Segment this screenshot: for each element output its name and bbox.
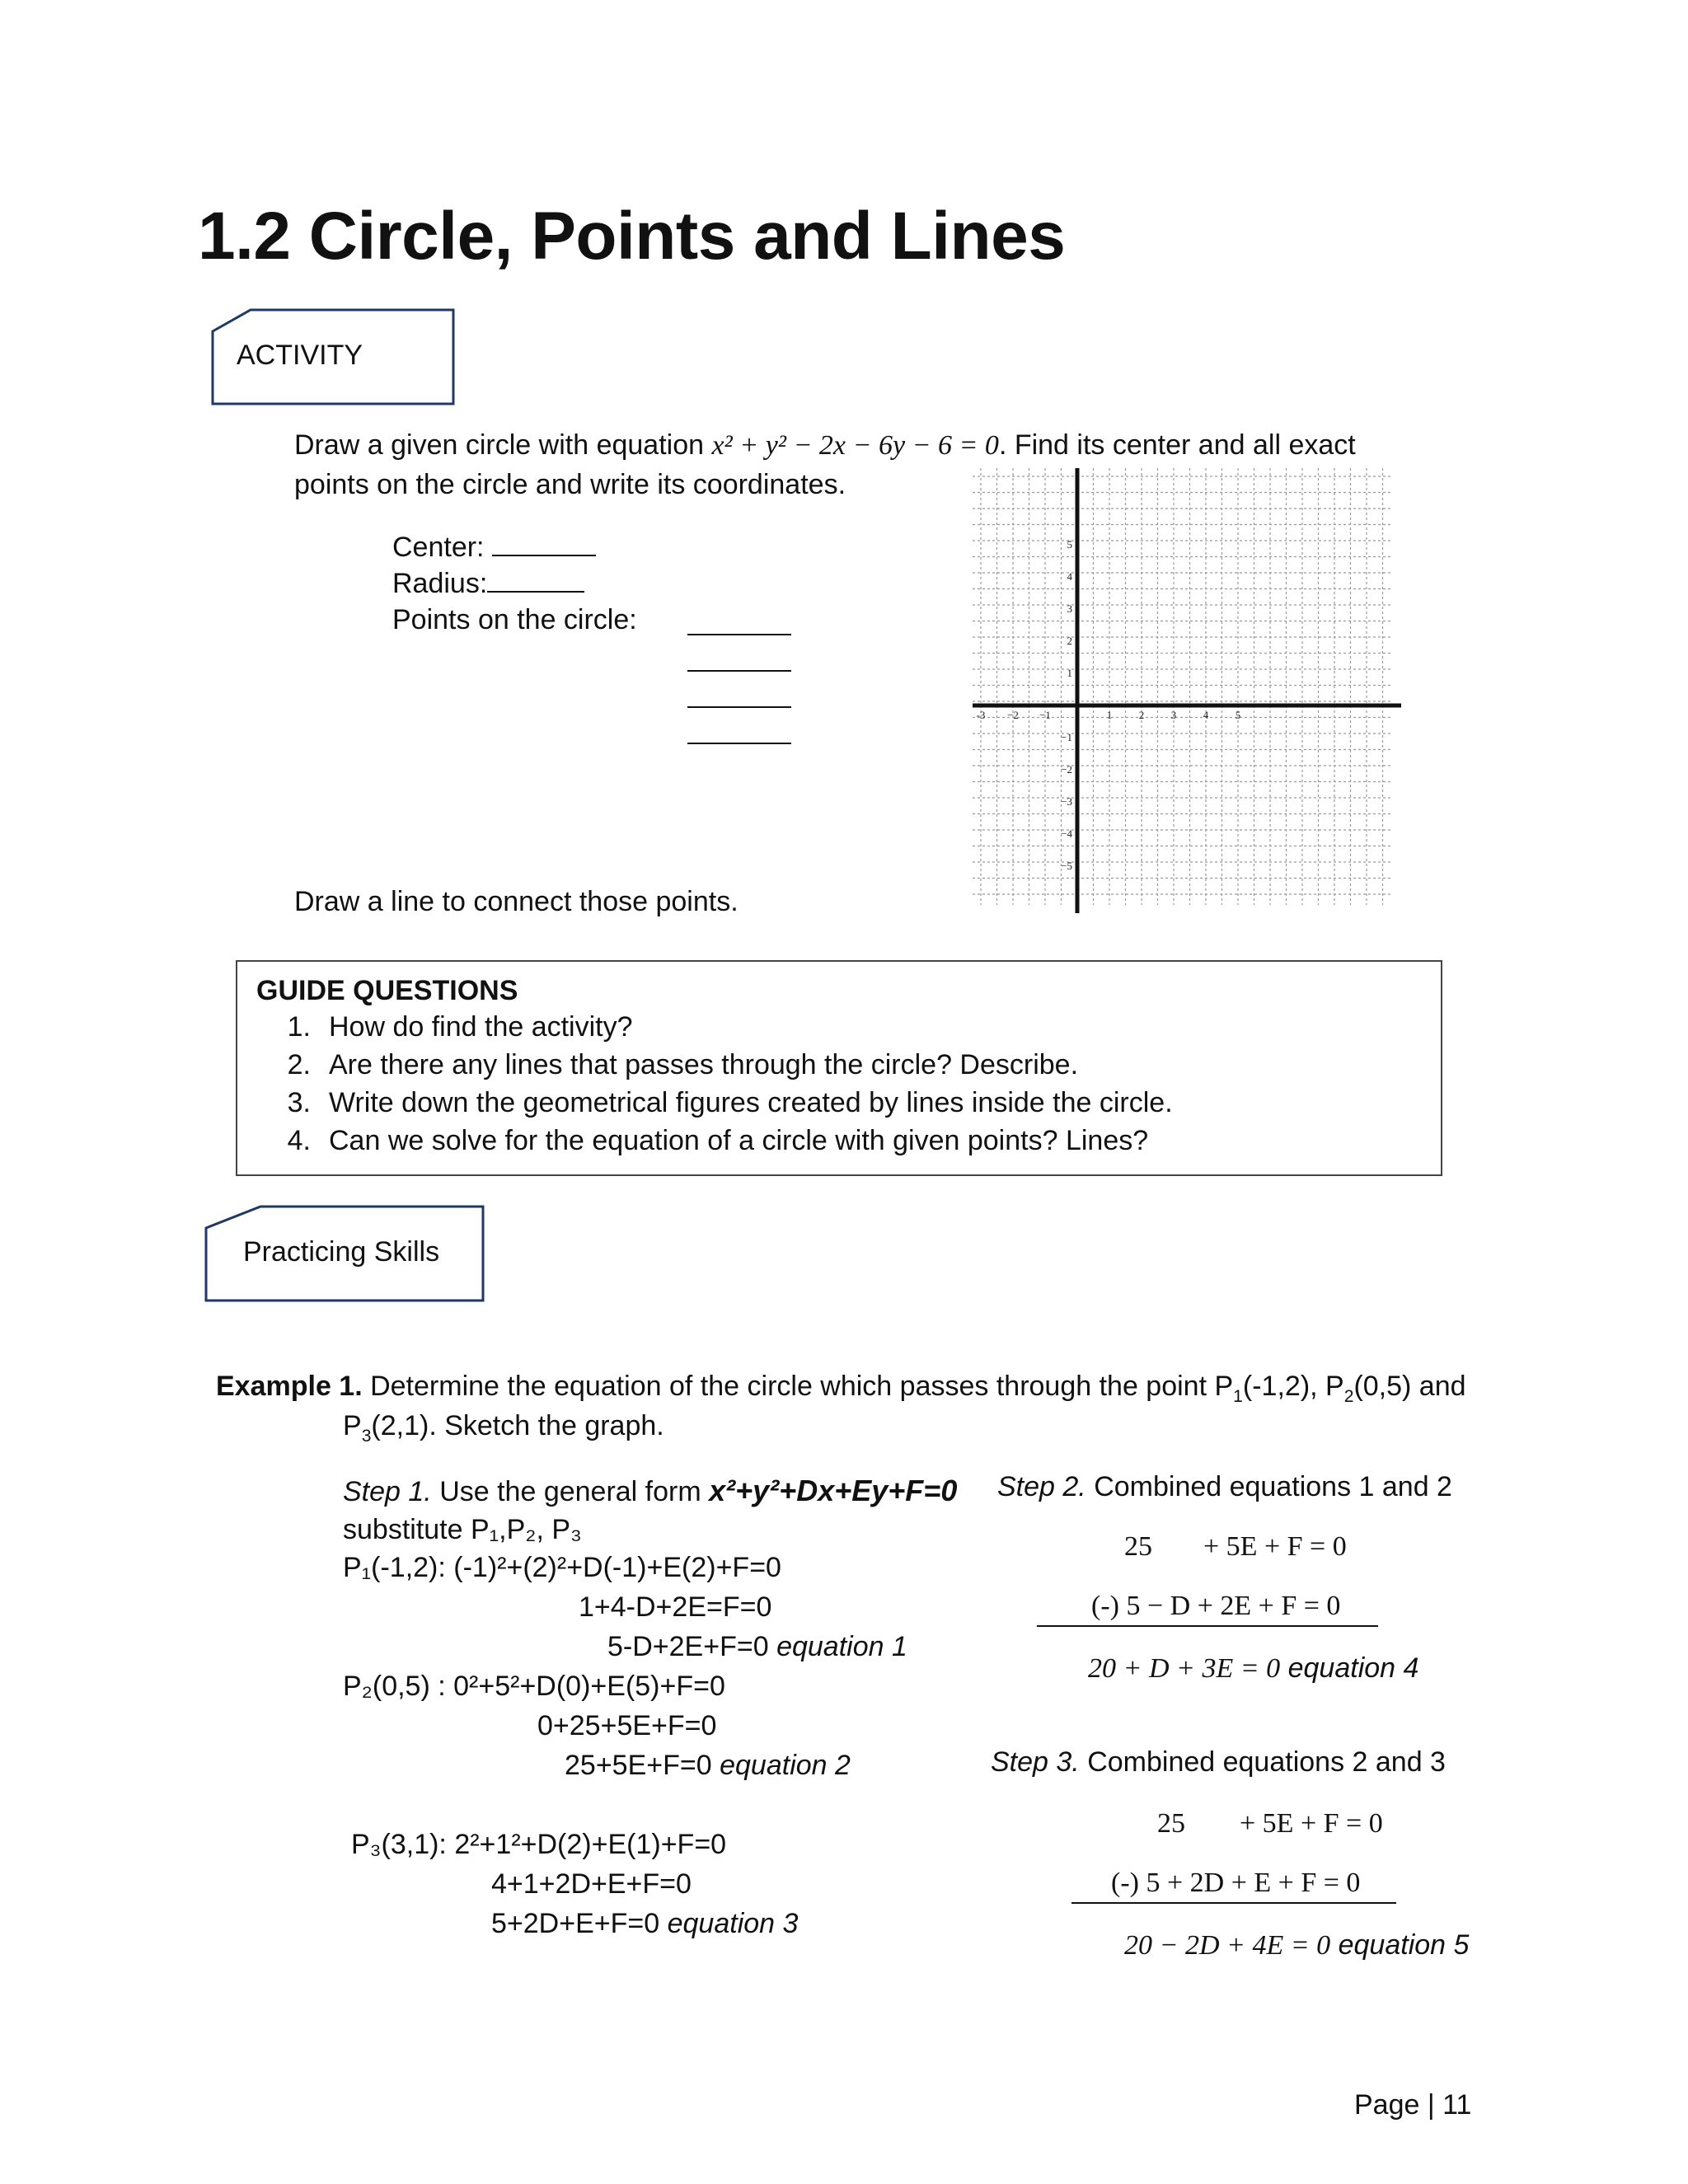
example-label: Example 1. [216, 1371, 363, 1402]
p1-coord: (-1,2), P [1242, 1371, 1344, 1402]
y-tick-label: 1 [1067, 667, 1072, 679]
y-tick-label: −3 [1061, 795, 1072, 808]
guide-questions-title: GUIDE QUESTIONS [256, 975, 518, 1006]
center-row [392, 529, 596, 567]
step3-row2: (-) 5 + 2D + E + F = 0 [1111, 1868, 1361, 1898]
p2-simplify: 0+25+5E+F=0 [537, 1710, 717, 1741]
equation-2-label: equation 2 [720, 1750, 851, 1781]
y-tick-label: −1 [1061, 731, 1072, 743]
p2-coord: (0,5) and [1353, 1371, 1466, 1402]
x-tick-label: 4 [1203, 709, 1209, 721]
equation-3-label: equation 3 [667, 1908, 799, 1939]
question-number: 1. [287, 1011, 311, 1043]
activity-tab-label: ACTIVITY [237, 340, 363, 371]
p1-result [607, 1629, 907, 1666]
x-tick-label: −1 [1039, 709, 1051, 721]
final-instruction: Draw a line to connect those points. [294, 886, 738, 917]
radius-row [392, 565, 584, 603]
step2-subtract-row [1037, 1587, 1378, 1627]
y-tick-label: 4 [1067, 570, 1072, 583]
activity-instruction-line2: points on the circle and write its coordinates. [294, 469, 846, 500]
points-label: Points on the circle: [392, 604, 637, 635]
step1-substitute: substitute P₁,P₂, P₃ [343, 1514, 582, 1545]
center-blank[interactable] [492, 554, 596, 556]
question-text: How do find the activity? [329, 1011, 633, 1043]
p3-subscript: 3 [361, 1426, 372, 1446]
equation-1-label: equation 1 [776, 1631, 907, 1662]
point-blank-4[interactable] [687, 742, 791, 744]
step3-heading [991, 1744, 1446, 1782]
y-tick-label: 2 [1067, 635, 1072, 647]
instruction-text-end: . Find its center and all exact [998, 429, 1356, 461]
equation-1-text: 5-D+2E+F=0 [607, 1631, 769, 1662]
question-number: 4. [287, 1124, 311, 1156]
coordinate-grid[interactable] [973, 468, 1401, 913]
step1-text: Use the general form [431, 1476, 710, 1507]
equation-2-text: 25+5E+F=0 [565, 1750, 712, 1781]
question-text: Write down the geometrical figures created by lines inside the circle. [329, 1086, 1173, 1118]
step3-row1-b: + 5E + F = 0 [1240, 1808, 1383, 1839]
example-1-line2 [343, 1408, 664, 1446]
p3-result [491, 1905, 798, 1943]
guide-question [256, 1085, 1173, 1122]
x-tick-label: 1 [1106, 709, 1113, 721]
point-blank-3[interactable] [687, 705, 791, 708]
x-tick-label: 5 [1235, 709, 1241, 721]
example-1-line1 [216, 1368, 1466, 1406]
practice-tab-label: Practicing Skills [243, 1236, 440, 1268]
y-tick-label: 3 [1067, 602, 1072, 615]
instruction-text: Draw a given circle with equation [294, 429, 712, 461]
question-text: Can we solve for the equation of a circle with given points? Lines? [329, 1124, 1149, 1156]
point-blank-2[interactable] [687, 669, 791, 672]
question-number: 3. [287, 1086, 311, 1118]
activity-instruction-line1 [294, 427, 1356, 465]
point-blank-1[interactable] [687, 633, 791, 635]
step2-text: Combined equations 1 and 2 [1085, 1471, 1452, 1502]
p1-simplify: 1+4-D+2E=F=0 [579, 1591, 772, 1623]
radius-label: Radius: [392, 568, 488, 599]
p2-substitution: P₂(0,5) : 0²+5²+D(0)+E(5)+F=0 [343, 1671, 725, 1702]
step3-row1-a: 25 [1157, 1808, 1185, 1839]
p1-substitution: P₁(-1,2): (-1)²+(2)²+D(-1)+E(2)+F=0 [343, 1552, 781, 1583]
step1-label: Step 1. [343, 1476, 432, 1507]
y-tick-label: −4 [1061, 827, 1072, 840]
step3-label: Step 3. [991, 1746, 1080, 1778]
x-tick-label: 2 [1138, 709, 1145, 721]
y-tick-label: −5 [1061, 860, 1072, 872]
p3-coord: (2,1). Sketch the graph. [371, 1410, 664, 1441]
equation-5-text: 20 − 2D + 4E = 0 [1124, 1930, 1331, 1961]
x-tick-label: -3 [976, 709, 986, 721]
p3-substitution: P₃(3,1): 2²+1²+D(2)+E(1)+F=0 [351, 1829, 727, 1860]
circle-equation: x² + y² − 2x − 6y − 6 = 0 [711, 430, 999, 461]
step2-heading [997, 1469, 1452, 1507]
guide-question [256, 1009, 1173, 1047]
p2-result [565, 1747, 851, 1785]
step2-row3 [1088, 1650, 1418, 1688]
step1-heading [343, 1471, 957, 1511]
p3-simplify: 4+1+2D+E+F=0 [491, 1868, 692, 1900]
page-number: Page | 11 [1354, 2089, 1472, 2121]
p2-subscript: 2 [1343, 1386, 1354, 1406]
question-number: 2. [287, 1048, 311, 1080]
p3-letter: P [343, 1410, 362, 1441]
equation-4-label: equation 4 [1287, 1652, 1419, 1684]
x-tick-label: −2 [1007, 709, 1019, 721]
guide-question [256, 1122, 1173, 1160]
guide-questions-list [256, 1009, 1173, 1160]
radius-blank[interactable] [487, 590, 584, 593]
x-tick-label: 3 [1170, 709, 1177, 721]
step3-subtract-row [1071, 1864, 1396, 1904]
equation-4-text: 20 + D + 3E = 0 [1088, 1653, 1281, 1684]
center-label: Center: [392, 532, 485, 563]
y-tick-label: −2 [1061, 763, 1072, 776]
step2-row2: (-) 5 − D + 2E + F = 0 [1091, 1591, 1341, 1621]
p1-subscript: 1 [1233, 1386, 1243, 1406]
step3-text: Combined equations 2 and 3 [1079, 1746, 1446, 1778]
general-form: x²+y²+Dx+Ey+F=0 [709, 1474, 958, 1507]
step2-label: Step 2. [997, 1471, 1086, 1502]
example-text: Determine the equation of the circle which passes through the point P [362, 1371, 1234, 1402]
guide-question [256, 1047, 1173, 1085]
equation-3-text: 5+2D+E+F=0 [491, 1908, 660, 1939]
page-title: 1.2 Circle, Points and Lines [198, 199, 1066, 274]
equation-5-label: equation 5 [1338, 1929, 1470, 1961]
question-text: Are there any lines that passes through the circle? Describe. [329, 1048, 1079, 1080]
y-tick-label: 5 [1067, 538, 1072, 551]
step2-row1-a: 25 [1124, 1531, 1152, 1562]
step2-row1-b: + 5E + F = 0 [1203, 1531, 1347, 1562]
step3-row3 [1124, 1927, 1469, 1965]
